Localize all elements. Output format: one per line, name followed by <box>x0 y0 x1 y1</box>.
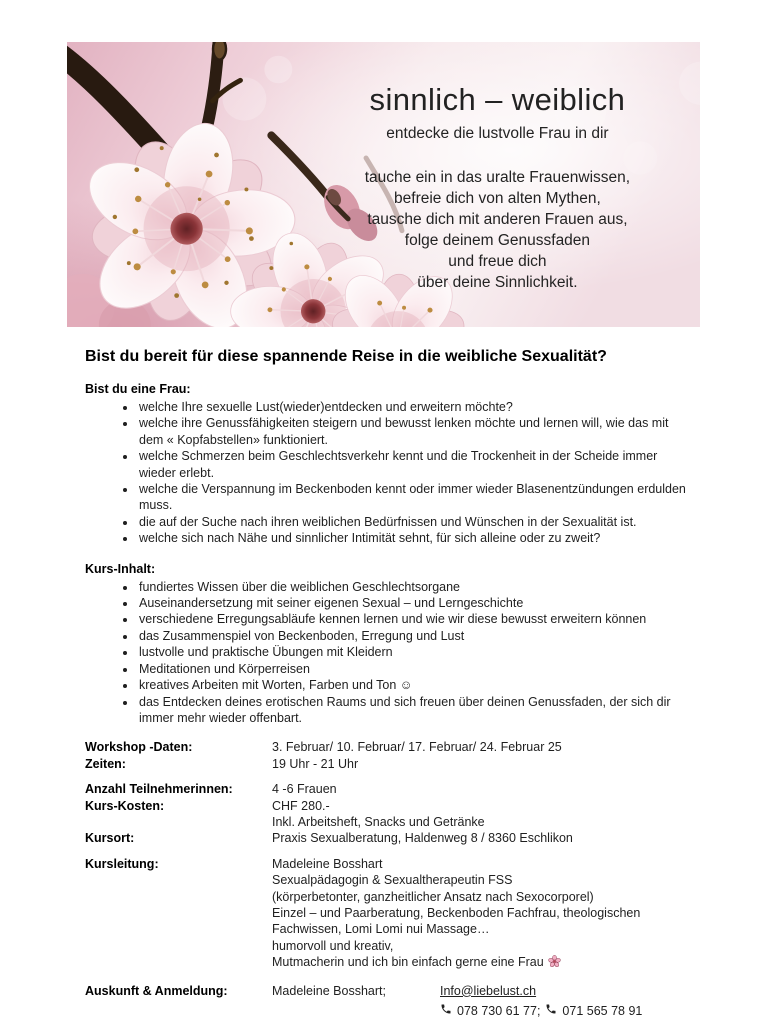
contact-name: Madeleine Bosshart; <box>272 983 386 998</box>
detail-value: (körperbetonter, ganzheitlicher Ansatz nach Sexocorporel) <box>272 889 594 904</box>
detail-value: Praxis Sexualberatung, Haldenweg 8 / 8360 Eschlikon <box>272 831 573 846</box>
bullet-item: • Meditationen und Körperreisen <box>137 661 693 677</box>
poem-line: folge deinem Genussfaden <box>404 232 591 249</box>
phone-icon <box>545 1003 557 1019</box>
contact-row <box>85 983 693 1020</box>
poem-line: tausche dich mit anderen Frauen aus, <box>367 211 628 228</box>
phone-number: 078 730 61 77; <box>457 1004 541 1018</box>
detail-value: Inkl. Arbeitsheft, Snacks und Getränke <box>272 814 485 829</box>
detail-label: Kurs-Kosten: <box>85 798 165 813</box>
detail-value: Fachwissen, Lomi Lomi nui Massage… <box>272 922 490 937</box>
detail-value: 19 Uhr - 21 Uhr <box>272 756 359 771</box>
workshop-details <box>85 739 693 1019</box>
poem-line: und freue dich <box>448 253 547 270</box>
bullet-item: • kreatives Arbeiten mit Worten, Farben und Ton ☺ <box>137 677 693 693</box>
detail-value: Sexualpädagogin & Sexualtherapeutin FSS <box>272 873 513 888</box>
poem-line: über deine Sinnlichkeit. <box>417 274 578 291</box>
detail-row-kosten <box>85 798 693 831</box>
email-link[interactable]: Info@liebelust.ch <box>440 983 537 998</box>
bullet-item: • welche ihre Genussfähigkeiten steigern und bewusst lenken möchte und lernen will, wie das mit dem « Kopfabstellen» funktioniert. <box>137 415 693 448</box>
contact-block <box>440 983 642 1020</box>
detail-value: Mutmacherin und ich bin einfach gerne eine Frau <box>272 955 544 970</box>
hero-subtitle: entdecke die lustvolle Frau in dir <box>386 125 609 142</box>
bullet-item: • welche die Verspannung im Beckenboden kennt oder immer wieder Blasenentzündungen erdulden muss. <box>137 481 693 514</box>
bullet-item: • die auf der Suche nach ihren weiblichen Bedürfnissen und Wünschen in der Sexualität ist. <box>137 514 693 530</box>
bullet-item: • fundiertes Wissen über die weiblichen Geschlechtsorgane <box>137 579 693 595</box>
detail-row-zeiten <box>85 756 693 772</box>
section-heading-frau: Bist du eine Frau: <box>85 382 191 396</box>
bullet-item: • welche Ihre sexuelle Lust(wieder)entdecken und erweitern möchte? <box>137 399 693 415</box>
section-heading-kursinhalt: Kurs-Inhalt: <box>85 561 156 576</box>
flyer-body <box>85 340 693 1019</box>
hero-title: sinnlich – weiblich <box>369 82 626 117</box>
detail-value: Madeleine Bosshart <box>272 856 383 871</box>
hero-image <box>67 42 700 327</box>
detail-value <box>272 954 640 972</box>
hero-text <box>320 82 674 293</box>
detail-label: Zeiten: <box>85 756 126 771</box>
detail-row-teilnehmerinnen <box>85 781 693 797</box>
bullet-item: • welche sich nach Nähe und sinnlicher Intimität sehnt, für sich alleine oder zu zweit? <box>137 530 693 546</box>
detail-row-kursleitung <box>85 856 693 973</box>
phone-number: 071 565 78 91 <box>562 1004 643 1018</box>
main-heading: Bist du bereit für diese spannende Reise in die weibliche Sexualität? <box>85 348 607 365</box>
flower-icon <box>548 955 561 972</box>
detail-value: 4 -6 Frauen <box>272 782 337 797</box>
detail-label: Kursort: <box>85 831 135 846</box>
poem-line: befreie dich von alten Mythen, <box>394 190 601 207</box>
detail-row-kursort <box>85 830 693 846</box>
detail-row-workshop-daten <box>85 739 693 755</box>
bullet-item: • das Zusammenspiel von Beckenboden, Erregung und Lust <box>137 628 693 644</box>
contact-label: Auskunft & Anmeldung: <box>85 983 228 998</box>
bullet-item: • lustvolle und praktische Übungen mit Kleidern <box>137 644 693 660</box>
bullet-item: • welche Schmerzen beim Geschlechtsverkehr kennt und die Trockenheit in der Scheide immer wieder erlebt. <box>137 448 693 481</box>
poem-line: tauche ein in das uralte Frauenwissen, <box>364 169 631 186</box>
bullet-item: • verschiedene Erregungsabläufe kennen lernen und wie wir diese bewusst erweitern können <box>137 611 693 627</box>
detail-value: Einzel – und Paarberatung, Beckenboden Fachfrau, theologischen <box>272 905 641 920</box>
frau-bullet-list <box>85 399 693 547</box>
kursinhalt-bullet-list <box>85 579 693 727</box>
bullet-item: • Auseinandersetzung mit seiner eigenen Sexual – und Lerngeschichte <box>137 595 693 611</box>
bullet-item: • das Entdecken deines erotischen Raums und sich freuen über deinen Genussfaden, der sich dir immer mehr wieder offenbart. <box>137 694 693 727</box>
detail-label: Workshop -Daten: <box>85 740 193 755</box>
detail-value: 3. Februar/ 10. Februar/ 17. Februar/ 24. Februar 25 <box>272 740 562 755</box>
detail-label: Kursleitung: <box>85 856 159 871</box>
detail-label: Anzahl Teilnehmerinnen: <box>85 782 233 797</box>
phone-icon <box>440 1003 452 1019</box>
phone-line <box>440 1003 642 1019</box>
hero-poem <box>320 167 674 293</box>
detail-value: CHF 280.- <box>272 798 330 813</box>
detail-value: humorvoll und kreativ, <box>272 938 394 953</box>
